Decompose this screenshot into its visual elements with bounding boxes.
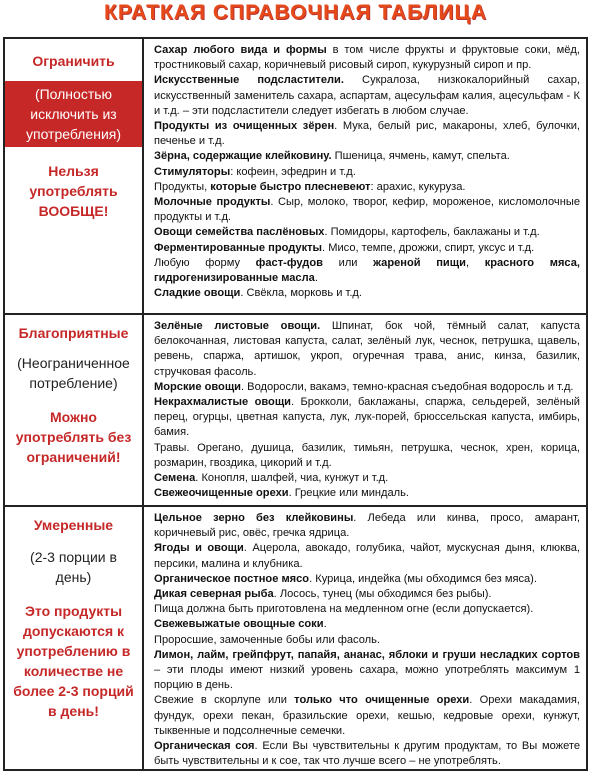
list-item bbox=[154, 225, 580, 240]
item-bold-text: Свежевыжатые овощные соки bbox=[154, 618, 324, 631]
list-item bbox=[154, 180, 580, 195]
item-bold-text: фаст-фудов bbox=[255, 256, 323, 269]
table-row-restrict bbox=[5, 39, 586, 315]
category-note: (Неограниченное потребление) bbox=[17, 355, 130, 391]
reference-table bbox=[3, 37, 588, 771]
item-text: . bbox=[314, 272, 318, 285]
list-item bbox=[154, 587, 580, 602]
category-label: Ограничить bbox=[32, 53, 115, 69]
list-item bbox=[154, 256, 580, 286]
item-text: Свежие в скорлупе или bbox=[154, 694, 295, 707]
item-text: . Свёкла, морковь и т.д. bbox=[240, 287, 362, 300]
item-bold-text: Органическое постное мясо bbox=[154, 572, 310, 585]
list-item bbox=[154, 380, 580, 395]
list-item bbox=[154, 241, 580, 256]
item-bold-text: Лимон, лайм, грейпфрут, папайя, ананас, яблоки и груши несладких сортов bbox=[154, 648, 580, 661]
list-item bbox=[154, 511, 580, 541]
list-item bbox=[154, 43, 580, 73]
list-item bbox=[154, 739, 580, 769]
list-item bbox=[154, 633, 580, 648]
items-cell bbox=[144, 315, 586, 505]
item-text: . Конопля, шалфей, чиа, кунжут и т.д. bbox=[195, 472, 389, 485]
category-warning: Можно употреблять без ограничений! bbox=[15, 409, 132, 465]
item-bold-text: Молочные продукты bbox=[154, 196, 271, 209]
item-bold-text: только что очищенные орехи bbox=[294, 694, 470, 707]
item-bold-text: Свежеочищенные орехи bbox=[154, 487, 289, 500]
category-label: Умеренные bbox=[33, 517, 114, 533]
list-item bbox=[154, 572, 580, 587]
item-text: Продукты, bbox=[154, 180, 211, 193]
item-bold-text: которые быстро плесневеют bbox=[210, 180, 371, 193]
item-bold-text: Зелёные листовые овощи. bbox=[154, 320, 321, 332]
item-bold-text: жареной пищи bbox=[373, 256, 466, 269]
category-warning: Нельзя употреблять ВООБЩЕ! bbox=[29, 163, 118, 219]
item-text: . Грецкие или миндаль. bbox=[288, 487, 410, 500]
list-item bbox=[154, 73, 580, 119]
item-bold-text: Зёрна, содержащие клейковину. bbox=[154, 150, 332, 163]
list-item bbox=[154, 471, 580, 486]
item-text: . bbox=[323, 618, 327, 631]
category-cell bbox=[5, 315, 144, 505]
item-text: . Помидоры, картофель, баклажаны и т.д. bbox=[324, 226, 540, 239]
category-cell bbox=[5, 507, 144, 769]
item-text: . Курица, индейка (мы обходимся без мяса). bbox=[309, 572, 537, 585]
item-text: . Сыр, молоко, творог, кефир, мороженое, кисломолочные продукты и т.д. bbox=[154, 196, 580, 224]
item-text: . Мисо, темпе, дрожжи, спирт, уксус и т.д. bbox=[322, 241, 535, 254]
category-warning: Это продукты допускаются к употреблению в количестве не более 2-3 порций в день! bbox=[13, 603, 134, 719]
item-text: : арахис, кукуруза. bbox=[370, 180, 466, 193]
item-bold-text: Сахар любого вида и формы bbox=[154, 44, 327, 56]
list-item bbox=[154, 165, 580, 180]
item-text: . Лосось, тунец (мы обходимся без рыбы). bbox=[273, 588, 492, 601]
item-text: Любую форму bbox=[154, 256, 256, 269]
list-item bbox=[154, 617, 580, 632]
item-bold-text: Некрахмалистые овощи bbox=[154, 396, 291, 409]
list-item bbox=[154, 541, 580, 571]
list-item bbox=[154, 286, 580, 301]
item-text: . Если Вы чувствительны к другим продуктам, то Вы можете быть чувствительны и к сое, так что лучше всего – не употреблять. bbox=[154, 740, 580, 768]
item-text: Травы. Орегано, душица, базилик, тимьян, петрушка, чеснок, хрен, корица, розмарин, гвоздика, цикорий и т.д. bbox=[154, 441, 580, 469]
item-text: или bbox=[322, 256, 374, 269]
item-text: . Водоросли, вакамэ, темно-красная съедобная водоросль и т.д. bbox=[241, 380, 574, 393]
item-text: . Мука, белый рис, макароны, хлеб, булочки, печенье и т.д. bbox=[154, 120, 580, 148]
category-note: (2-3 порции в день) bbox=[30, 549, 117, 585]
list-item bbox=[154, 648, 580, 694]
table-row-favorable bbox=[5, 315, 586, 507]
item-bold-text: Овощи семейства паслёновых bbox=[154, 226, 325, 239]
item-text: . Лебеда или кинва, просо, амарант, коричневый рис, овёс, гречка ядрица. bbox=[154, 512, 580, 540]
category-note: (Полностью исключить из употребления) bbox=[5, 81, 142, 147]
category-cell bbox=[5, 39, 144, 313]
item-bold-text: Ферментированные продукты bbox=[154, 241, 323, 254]
list-item bbox=[154, 602, 580, 617]
item-text: Пища должна быть приготовлена на медленном огне (если допускается). bbox=[154, 603, 534, 616]
list-item bbox=[154, 149, 580, 164]
items-cell bbox=[144, 39, 586, 313]
list-item bbox=[154, 195, 580, 225]
item-bold-text: Цельное зерно без клейковины bbox=[154, 512, 354, 524]
list-item bbox=[154, 441, 580, 471]
item-text: Проросшие, замоченные бобы или фасоль. bbox=[154, 633, 380, 646]
item-text: . Орехи макадамия, фундук, орехи пекан, бразильские орехи, кешью, кедровые орехи, кунжут, тыквенные и подсолнечные семечки. bbox=[154, 694, 580, 737]
list-item bbox=[154, 319, 580, 380]
item-bold-text: Ягоды и овощи bbox=[154, 542, 244, 555]
page-title: КРАТКАЯ СПРАВОЧНАЯ ТАБЛИЦА bbox=[104, 1, 487, 24]
items-cell bbox=[144, 507, 586, 769]
item-bold-text: Семена bbox=[154, 472, 196, 485]
item-text: Шпинат, бок чой, тёмный салат, капуста белокочанная, листовая капуста, салат, зелёный лук, чеснок, петрушка, щавель, ревень, спаржа, артишок, укроп, огуречная трава, анис, кинза, базилик, стручковая фасоль. bbox=[154, 320, 580, 378]
list-item bbox=[154, 119, 580, 149]
list-item bbox=[154, 395, 580, 441]
item-text: : кофеин, эфедрин и т.д. bbox=[230, 165, 356, 178]
item-text: , bbox=[465, 256, 485, 269]
item-text: Пшеница, ячмень, камут, спельта. bbox=[331, 150, 510, 163]
table-row-moderate bbox=[5, 507, 586, 769]
item-bold-text: Морские овощи bbox=[154, 380, 241, 393]
item-text: – эти плоды имеют низкий уровень сахара, можно употреблять максимум 1 порцию в день. bbox=[154, 664, 580, 692]
list-item bbox=[154, 693, 580, 739]
item-text: Сукралоза, низкокалорийный сахар, искусственный заменитель сахара, аспартам, ацесульфам калия, ацесульфам - К и т.д. – эти подсластители следует избегать в любом случае. bbox=[154, 74, 581, 117]
item-bold-text: Органическая соя bbox=[154, 740, 255, 753]
item-text: . Ацерола, авокадо, голубика, чайот, мускусная дыня, клюква, персики, малина и клубника. bbox=[154, 542, 580, 570]
item-text: в том числе фрукты и фруктовые соки, мёд, тростниковый сахар, коричневый рисовый сироп, кукурузный сироп и пр. bbox=[154, 44, 580, 72]
item-bold-text: Стимуляторы bbox=[154, 165, 231, 178]
item-bold-text: Дикая северная рыба bbox=[154, 588, 274, 601]
item-text: . Брокколи, баклажаны, спаржа, сельдерей, зелёный перец, огурцы, цветная капуста, лук, лук-порей, брюссельская капуста, имбирь, бамия. bbox=[154, 396, 580, 439]
item-bold-text: Сладкие овощи bbox=[154, 287, 241, 300]
category-label: Благоприятные bbox=[18, 325, 129, 341]
item-bold-text: Искусственные подсластители. bbox=[154, 74, 344, 87]
item-bold-text: красного мяса, гидрогенизированные масла bbox=[154, 256, 580, 285]
item-bold-text: Продукты из очищенных зёрен bbox=[154, 120, 335, 133]
list-item bbox=[154, 486, 580, 501]
